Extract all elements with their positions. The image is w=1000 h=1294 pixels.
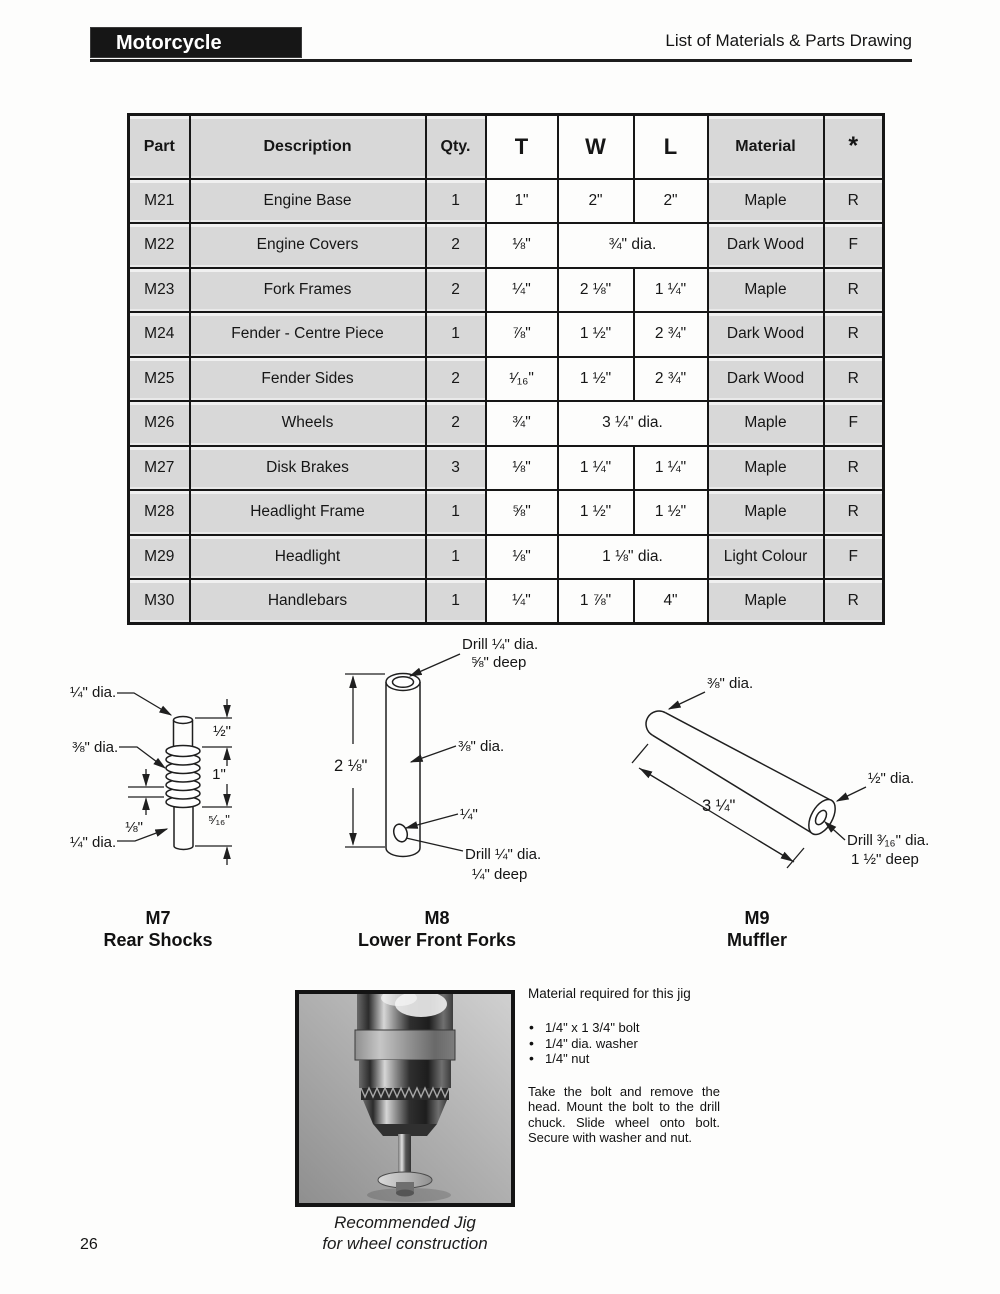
table-row-m22 bbox=[129, 223, 884, 268]
jig-photo bbox=[295, 990, 515, 1207]
cell-w: 1 ½" bbox=[558, 490, 634, 535]
cell-w: 2 ⅛" bbox=[558, 268, 634, 313]
cell-part: M21 bbox=[129, 179, 190, 224]
leader-line bbox=[406, 814, 458, 828]
dim-label-height: 2 ⅛" bbox=[334, 757, 368, 775]
cell-description: Engine Covers bbox=[190, 223, 426, 268]
dim-label-top-dia: ¼" dia. bbox=[70, 684, 117, 701]
cell-t: ¾" bbox=[486, 401, 558, 446]
cell-flag: R bbox=[824, 179, 884, 224]
col-header-l: L bbox=[634, 115, 708, 179]
paragraph-line: Take the bolt and remove the bbox=[528, 1083, 720, 1099]
dimension-arrow bbox=[641, 769, 675, 790]
cell-description: Headlight bbox=[190, 535, 426, 580]
cell-material: Dark Wood bbox=[708, 223, 824, 268]
page-number: 26 bbox=[80, 1236, 98, 1253]
cell-description: Fork Frames bbox=[190, 268, 426, 313]
list-item: • 1/4" dia. washer bbox=[528, 1036, 720, 1052]
dim-label-dia: ⅜" dia. bbox=[458, 738, 505, 755]
leader-line bbox=[825, 822, 845, 840]
cell-part: M24 bbox=[129, 312, 190, 357]
dimension-arrow bbox=[758, 840, 792, 861]
cell-t: ⅛" bbox=[486, 446, 558, 491]
caption-m7-name: Rear Shocks bbox=[103, 930, 213, 950]
cell-wl-merged: 1 ⅛" dia. bbox=[558, 535, 708, 580]
caption-m8-name: Lower Front Forks bbox=[357, 930, 516, 950]
cell-l: 4" bbox=[634, 579, 708, 624]
cell-qty: 1 bbox=[426, 312, 486, 357]
cell-qty: 2 bbox=[426, 268, 486, 313]
list-item: • 1/4" nut bbox=[528, 1051, 720, 1067]
cell-description: Disk Brakes bbox=[190, 446, 426, 491]
cell-t: ⅛" bbox=[486, 535, 558, 580]
cell-t: ¼" bbox=[486, 268, 558, 313]
col-header-description: Description bbox=[190, 115, 426, 179]
header-rule bbox=[90, 59, 912, 62]
cell-t: ¹⁄₁₆" bbox=[486, 357, 558, 402]
cell-description: Headlight Frame bbox=[190, 490, 426, 535]
col-header-w: W bbox=[558, 115, 634, 179]
cell-part: M28 bbox=[129, 490, 190, 535]
table-row-m27 bbox=[129, 446, 884, 491]
cell-wl-merged: ¾" dia. bbox=[558, 223, 708, 268]
cell-flag: R bbox=[824, 490, 884, 535]
table-row-m25 bbox=[129, 357, 884, 402]
leader-line bbox=[406, 838, 463, 851]
caption-m7-id: M7 bbox=[145, 908, 171, 928]
cell-part: M29 bbox=[129, 535, 190, 580]
cell-t: ⅞" bbox=[486, 312, 558, 357]
dim-label-eighth: ⅛" bbox=[125, 819, 143, 836]
m9-dimensions bbox=[632, 692, 866, 868]
col-header-qty: Qty. bbox=[426, 115, 486, 179]
cell-w: 1 ⅞" bbox=[558, 579, 634, 624]
dim-label-bottom-dia: ¼" dia. bbox=[70, 834, 117, 851]
cell-description: Engine Base bbox=[190, 179, 426, 224]
list-item: • 1/4" x 1 3/4" bolt bbox=[528, 1020, 720, 1036]
cell-description: Fender - Centre Piece bbox=[190, 312, 426, 357]
cell-qty: 1 bbox=[426, 179, 486, 224]
photo-caption-line1: Recommended Jig bbox=[334, 1213, 476, 1232]
caption-m8 bbox=[317, 907, 557, 951]
cell-description: Handlebars bbox=[190, 579, 426, 624]
page-title: List of Materials & Parts Drawing bbox=[665, 31, 912, 50]
cell-part: M27 bbox=[129, 446, 190, 491]
cell-l: 2 ¾" bbox=[634, 312, 708, 357]
col-header-flag: * bbox=[824, 115, 884, 179]
cell-flag: R bbox=[824, 579, 884, 624]
drawing-m7-rear-shocks bbox=[55, 675, 245, 870]
cell-description: Wheels bbox=[190, 401, 426, 446]
cell-qty: 1 bbox=[426, 579, 486, 624]
leader-line bbox=[119, 747, 165, 768]
jig-heading: Material required for this jig bbox=[528, 986, 691, 1001]
cell-qty: 2 bbox=[426, 223, 486, 268]
cell-flag: R bbox=[824, 446, 884, 491]
cell-material: Maple bbox=[708, 179, 824, 224]
cell-l: 2" bbox=[634, 179, 708, 224]
parts-table bbox=[127, 113, 885, 625]
m7-shock-body bbox=[166, 717, 200, 850]
m9-muffler-body bbox=[646, 711, 841, 839]
cell-l: 1 ½" bbox=[634, 490, 708, 535]
cell-w: 1 ¼" bbox=[558, 446, 634, 491]
cell-t: ⅛" bbox=[486, 223, 558, 268]
leader-line bbox=[410, 654, 460, 676]
jig-paragraph bbox=[528, 1084, 720, 1146]
drill-chuck bbox=[355, 994, 455, 1136]
cell-description: Fender Sides bbox=[190, 357, 426, 402]
leader-line bbox=[117, 693, 171, 715]
dim-label-five-sixteenth: ⁵⁄₁₆" bbox=[208, 812, 230, 827]
cell-material: Maple bbox=[708, 446, 824, 491]
cell-flag: R bbox=[824, 357, 884, 402]
cell-flag: F bbox=[824, 223, 884, 268]
cell-flag: F bbox=[824, 535, 884, 580]
leader-line bbox=[411, 746, 456, 762]
cell-part: M25 bbox=[129, 357, 190, 402]
dim-label-half: ½" bbox=[213, 723, 231, 740]
cell-qty: 3 bbox=[426, 446, 486, 491]
cell-qty: 1 bbox=[426, 490, 486, 535]
dim-label-drill-top-2: ⅝" deep bbox=[471, 654, 527, 671]
dim-label-length: 3 ¼" bbox=[702, 797, 736, 815]
dim-label-drill-bottom-1: Drill ¼" dia. bbox=[465, 846, 542, 863]
dim-label-drill-1: Drill ³⁄₁₆" dia. bbox=[847, 832, 930, 849]
jig-materials-list bbox=[528, 1020, 720, 1067]
cell-l: 2 ¾" bbox=[634, 357, 708, 402]
dim-label-drill-top-1: Drill ¼" dia. bbox=[462, 636, 539, 653]
paragraph-line: Secure with washer and nut. bbox=[528, 1130, 693, 1145]
table-row-m23 bbox=[129, 268, 884, 313]
cell-t: ¼" bbox=[486, 579, 558, 624]
drawing-m8-lower-front-forks bbox=[330, 630, 585, 890]
cell-qty: 1 bbox=[426, 535, 486, 580]
leader-line bbox=[669, 692, 705, 709]
table-row-m30 bbox=[129, 579, 884, 624]
col-header-material: Material bbox=[708, 115, 824, 179]
cell-flag: R bbox=[824, 268, 884, 313]
caption-m9 bbox=[637, 907, 877, 951]
table-row-m24 bbox=[129, 312, 884, 357]
cell-part: M22 bbox=[129, 223, 190, 268]
table-header-row bbox=[129, 115, 884, 179]
cell-t: ⅝" bbox=[486, 490, 558, 535]
photo-caption bbox=[280, 1212, 530, 1254]
cell-l: 1 ¼" bbox=[634, 446, 708, 491]
dim-label-right-dia: ½" dia. bbox=[868, 770, 915, 787]
cell-part: M23 bbox=[129, 268, 190, 313]
cell-w: 1 ½" bbox=[558, 357, 634, 402]
cell-material: Maple bbox=[708, 268, 824, 313]
col-header-part: Part bbox=[129, 115, 190, 179]
dim-label-one: 1" bbox=[212, 766, 226, 783]
cell-material: Dark Wood bbox=[708, 357, 824, 402]
caption-m8-id: M8 bbox=[424, 908, 450, 928]
caption-m9-name: Muffler bbox=[727, 930, 787, 950]
cell-material: Maple bbox=[708, 579, 824, 624]
cell-material: Light Colour bbox=[708, 535, 824, 580]
table-row-m28 bbox=[129, 490, 884, 535]
m8-fork-body bbox=[386, 674, 420, 857]
cell-qty: 2 bbox=[426, 357, 486, 402]
cell-material: Dark Wood bbox=[708, 312, 824, 357]
jig-instructions bbox=[528, 986, 720, 1146]
cell-part: M26 bbox=[129, 401, 190, 446]
cell-part: M30 bbox=[129, 579, 190, 624]
cell-material: Maple bbox=[708, 401, 824, 446]
drawing-m9-muffler bbox=[615, 665, 950, 880]
paragraph-line: chuck. Slide wheel onto bolt. bbox=[528, 1114, 720, 1130]
dim-label-spring-dia: ⅜" dia. bbox=[72, 739, 119, 756]
cell-qty: 2 bbox=[426, 401, 486, 446]
caption-m9-id: M9 bbox=[744, 908, 770, 928]
cell-t: 1" bbox=[486, 179, 558, 224]
cell-material: Maple bbox=[708, 490, 824, 535]
leader-line bbox=[837, 787, 866, 801]
dim-label-drill-2: 1 ½" deep bbox=[851, 851, 919, 868]
dim-label-offset: ¼" bbox=[460, 806, 478, 823]
cell-wl-merged: 3 ¼" dia. bbox=[558, 401, 708, 446]
col-header-t: T bbox=[486, 115, 558, 179]
dim-label-left-dia: ⅜" dia. bbox=[707, 675, 754, 692]
paragraph-line: head. Mount the bolt to the drill bbox=[528, 1099, 720, 1114]
photo-caption-line2: for wheel construction bbox=[322, 1234, 488, 1253]
cell-w: 2" bbox=[558, 179, 634, 224]
caption-m7 bbox=[38, 907, 278, 951]
cell-flag: R bbox=[824, 312, 884, 357]
cell-l: 1 ¼" bbox=[634, 268, 708, 313]
table-row-m29 bbox=[129, 535, 884, 580]
table-row-m21 bbox=[129, 179, 884, 224]
drill-chuck-photo bbox=[299, 994, 511, 1203]
cell-flag: F bbox=[824, 401, 884, 446]
table-row-m26 bbox=[129, 401, 884, 446]
cell-w: 1 ½" bbox=[558, 312, 634, 357]
pitch-lines bbox=[128, 787, 164, 797]
dim-label-drill-bottom-2: ¼" deep bbox=[472, 866, 528, 883]
section-tag: Motorcycle bbox=[90, 27, 302, 58]
